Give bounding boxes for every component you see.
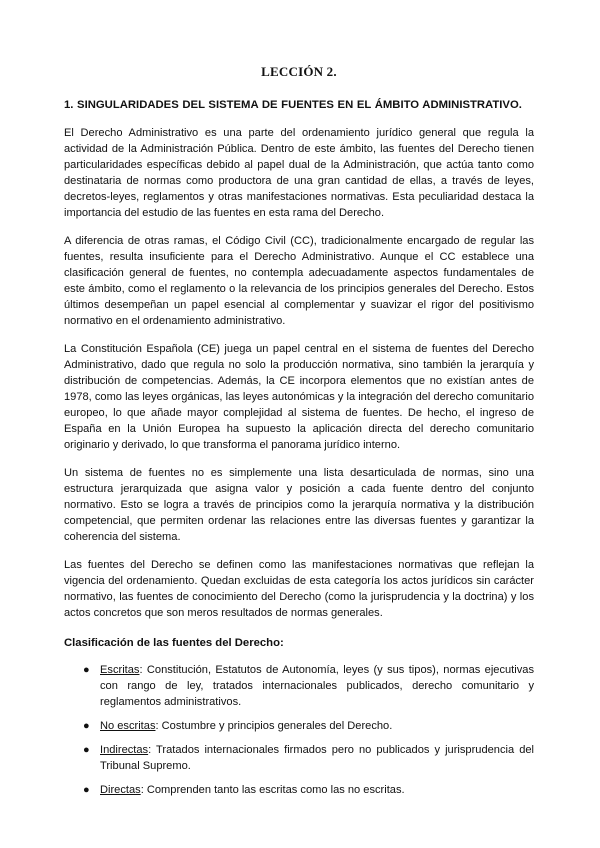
list-item-text: : Tratados internacionales firmados pero no publicados y jurisprudencia del Tribunal Supremo. [100,743,534,772]
list-item-term: Directas [100,783,141,796]
list-item-term: No escritas [100,719,156,732]
list-item [64,742,534,774]
lesson-title: LECCIÓN 2. [261,64,337,79]
list-item [64,718,534,734]
section-heading: 1. SINGULARIDADES DEL SISTEMA DE FUENTES EN EL ÁMBITO ADMINISTRATIVO. [64,99,522,111]
bullet-icon: ● [83,663,90,676]
paragraph: Las fuentes del Derecho se definen como las manifestaciones normativas que reflejan la vigencia del ordenamiento. Quedan excluidas de esta categoría los actos jurídicos sin carácter normativo, las fuentes de conocimiento del Derecho (como la jurisprudencia y la doctrina) y los actos concretos que son meros resultados de normas generales. [64,558,534,619]
list-item [64,782,534,798]
bullet-icon: ● [83,743,90,756]
list-item-term: Indirectas [100,743,149,756]
list-item-text: : Costumbre y principios generales del Derecho. [155,719,393,732]
paragraph: A diferencia de otras ramas, el Código Civil (CC), tradicionalmente encargado de regular las fuentes, resulta insuficiente para el Derecho Administrativo. Aunque el CC establece una clasificación general de fuentes, no contempla adecuadamente aspectos fundamentales de este ámbito, como el reglamento o la relevancia de los principios generales del Derecho. Estos últimos desempeñan un papel esencial al complementar y suavizar el rigor del positivismo normativo en el ordenamiento administrativo. [64,234,534,327]
classification-heading: Clasificación de las fuentes del Derecho: [64,636,284,649]
list-item-text: : Comprenden tanto las escritas como las no escritas. [140,783,405,796]
bullet-icon: ● [83,783,90,796]
classification-list [64,662,534,798]
document-page [64,64,534,806]
list-item-term: Escritas [100,663,140,676]
list-item-text: : Constitución, Estatutos de Autonomía, leyes (y sus tipos), normas ejecutivas con rango de ley, tratados internacionales publicados, derecho comunitario y reglamentos administrativos. [100,663,534,708]
paragraph: La Constitución Española (CE) juega un papel central en el sistema de fuentes del Derecho Administrativo, dado que regula no solo la producción normativa, sino también la jerarquía y distribución de competencias. Además, la CE incorpora elementos que no existían antes de 1978, como las leyes orgánicas, las leyes autonómicas y la integración del derecho comunitario europeo, lo que añade mayor complejidad al sistema de fuentes. De hecho, el ingreso de España en la Unión Europea ha supuesto la aplicación directa del derecho comunitario originario y derivado, lo que transforma el panorama jurídico interno. [64,342,534,451]
paragraph: Un sistema de fuentes no es simplemente una lista desarticulada de normas, sino una estructura jerarquizada que asigna valor y posición a cada fuente dentro del conjunto normativo. Esto se logra a través de principios como la jerarquía normativa y la distribución competencial, que permiten ordenar las relaciones entre las diversas fuentes y garantizar la coherencia del sistema. [64,466,534,543]
paragraph: El Derecho Administrativo es una parte del ordenamiento jurídico general que regula la actividad de la Administración Pública. Dentro de este ámbito, las fuentes del Derecho tienen particularidades específicas debido al papel dual de la Administración, que actúa tanto como destinataria de normas como productora de una gran cantidad de ellas, a través de leyes, decretos-leyes, reglamentos y otras manifestaciones normativas. Esta peculiaridad destaca la importancia del estudio de las fuentes en esta rama del Derecho. [64,126,534,219]
bullet-icon: ● [83,719,90,732]
list-item [64,662,534,710]
